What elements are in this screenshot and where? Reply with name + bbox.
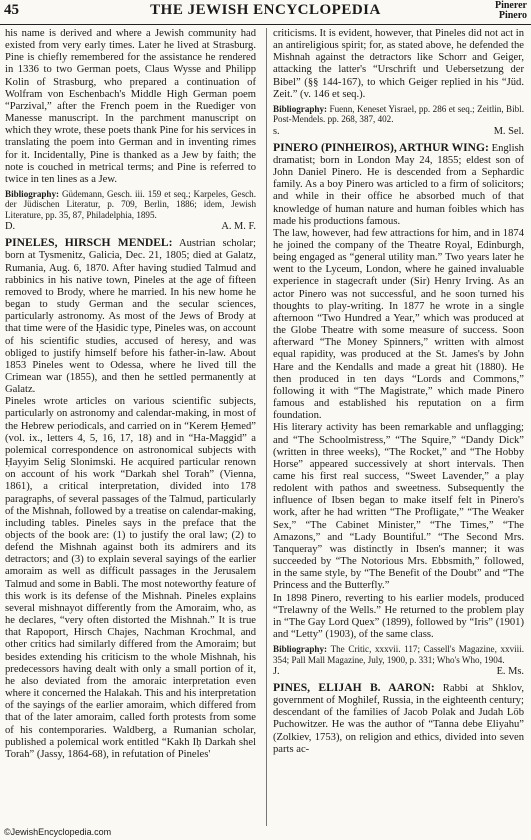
pineles-continuation: criticisms. It is evident, however, that Pineles did not act in an antireligious spirit; for, as stated above, he defended the Mishnah against the detractors like Schorr and Geiger, attacking the latter's “Urschrift und Uebersetzung der Bibel” (§§ 144-167), to which Geiger replied in his “Jüd. Zeit.” (v. 146 et seq.).	[273, 28, 524, 100]
bibliography-label: Bibliography:	[273, 103, 328, 114]
bibliography-label: Bibliography:	[273, 644, 328, 655]
pinero-bibliography	[273, 644, 524, 665]
running-title: THE JEWISH ENCYCLOPEDIA	[150, 2, 381, 18]
bibliography-text: The Critic, xxxvii. 117; Cassell's Magazine, xxviii. 354; Pall Mall Magazine, July, 1900, p. 331; Who's Who, 1904.	[273, 644, 524, 665]
signature-initial: s.	[273, 125, 280, 137]
page-number: 45	[4, 2, 19, 18]
running-head-last: Pinero	[498, 10, 527, 21]
running-head-first: Pinerer	[494, 0, 527, 11]
pineles-signature	[273, 126, 524, 138]
pinero-paragraph-4: In 1898 Pinero, reverting to his earlier models, produced “Trelawny of the Wells.” He returned to the problem play in “The Gay Lord Quex” (1899), followed by “Iris” (1901) and “Letty” (1903), of the same class.	[273, 592, 524, 640]
bibliography-label: Bibliography:	[5, 189, 60, 200]
article-heading-pineles: PINELES, HIRSCH MENDEL:	[5, 236, 173, 250]
pinero-signature	[273, 666, 524, 678]
running-head	[495, 1, 527, 21]
pinero-paragraph-2: The law, however, had few attractions for him, and in 1874 he joined the company of the Theatre Royal, Edinburgh, being engaged as “general utility man.” Two years later he went to the Lyceum, London, where he gained invaluable experience in stagecraft under (Sir) Henry Irving. As an actor Pinero was not successful, and he soon turned his thoughts to play-writing. In 1877 he wrote in a single afternoon “Two Hundred a Year,” which was produced at the Globe Theatre with some measure of success. Soon afterward “The Money Spinners,” written with almost equal rapidity, was produced at the St. James's by John Hare and the Kendalls and made a great hit (1880). He then produced in ten days “Lords and Commons,” following it with “The Magistrate,” which made Pinero famous and established his reputation on a firm foundation.	[273, 227, 524, 422]
pinero-paragraph-3: His literary activity has been remarkable and unflagging; and “The Schoolmistress,” “The Squire,” “Dandy Dick” (written in three weeks), “The Rocket,” and “The Hobby Horse” appeared successively at short intervals. Then came his first real success, “Sweet Lavender,” a play redolent with pathos and sweetness. Subsequently the influence of Ibsen began to make itself felt in Pinero's work, after he had written “The Profligate,” “The Weaker Sex,” “The Cabinet Minister,” “The Times,” “The Amazons,” and “Lady Bountiful.” “The Second Mrs. Tanqueray” was distinctly in Ibsen's manner; it was succeeded by “The Notorious Mrs. Ebbsmith,” followed, in the same style, by “The Benefit of the Doubt” and “The Princess and the Butterfly.”	[273, 422, 524, 592]
left-column	[5, 28, 256, 761]
page-header	[0, 0, 531, 25]
pinero-article-intro	[273, 142, 524, 228]
copyright-footer: ©JewishEncyclopedia.com	[4, 827, 112, 837]
pines-paragraph-1: Rabbi at Shklov, government of Moghilef, Russia, in the eighteenth century; descendant of the families of Jacob Polak and Judah Löb Puchowitzer. He was the author of “Tanna debe Eliyahu” (Zolkiev, 1753), on religion and ethics, divided into seven parts ac-	[273, 682, 524, 755]
signature-author: E. Ms.	[496, 665, 524, 677]
pineles-paragraph-2: Pineles wrote articles on various scientific subjects, particularly on astronomy and calendar-making, in most of the Hebrew periodicals, and carried on in “Kerem Ḥemed” (vol. ix., letters 4, 5, 16, 17, 18) and in “Ha-Maggid” a polemical correspondence on astronomical subjects with Ḥayyim Selig Slonimski. He acquired particular renown on account of his work “Darkah shel Torah” (Vienna, 1861), a critical interpretation, divided into 178 paragraphs, of several passages of the Talmud, particularly of the Mishnah, followed by a treatise on calendar-making, including tables. Pineles says in the preface that the objects of the book are: (1) to justify the oral law; (2) to defend the Mishnah against both its admirers and its detractors; and (3) to explain several sayings of the earlier amoraim as well as difficult passages in the Jerusalem Talmud and some in Babli. The most noteworthy feature of this work is its defense of the Mishnah. Pineles explains several mishnayot differently from the Amoraim, who, as he declares, “very often distorted the Mishnah.” It is true that Rapoport, Hirsch Chajes, Nachman Krochmal, and other critics had similarly differed from the Amoraim; but besides extending his criticism to the whole Mishnah, his predecessors having dealt with only a small portion of it, he also deviated from the amoraic interpretation even where it concerned the Halakah. This and his interpretation of the sayings of the earlier amoraim, which differed from that of the later amoraim, called forth protests from some of his contemporaries. Waldberg, a Rumanian scholar, published a polemical work entitled “Kakh Iḥ Darkah shel Torah” (Jassy, 1864-68), in refutation of Pineles'	[5, 396, 256, 760]
signature-initial: J.	[273, 665, 280, 677]
signature-initial: D.	[5, 221, 16, 233]
bibliography-text: Fuenn, Keneset Yisrael, pp. 286 et seq.; Zeitlin, Bibl. Post-Mendels. pp. 268, 387, 402.	[273, 103, 524, 125]
right-column	[273, 28, 524, 756]
signature-author: M. Sel.	[493, 125, 524, 137]
pines-article-intro	[273, 682, 524, 756]
column-divider	[266, 28, 267, 826]
pine-signature	[5, 221, 256, 233]
pineles-paragraph-1: Austrian scholar; born at Tysmenitz, Galicia, Dec. 21, 1805; died at Galatz, Rumania, Aug. 6, 1870. After having studied Talmud and rabbinics in his native town, Pineles at the age of fifteen removed to Brody, where he married. In his new home he began to study German and the secular sciences, particularly astronomy. As most of the Jews of Brody at that time were of the Ḥasidic type, Pineles was, on account of his scientific studies, accused of heresy, and was obliged to justify himself before his father-in-law. About 1853 Pineles went to Odessa, where he lived till the Crimean war (1855), and then he settled permanently at Galatz.	[5, 238, 256, 396]
bibliography-text: Güdemann, Gesch. iii. 159 et seq.; Karpeles, Gesch. der Jüdischen Literatur, p. 709, Berlin, 1886; idem, Jewish Literature, pp. 35, 87, Philadelphia, 1895.	[5, 189, 256, 220]
pineles-bibliography	[273, 104, 524, 125]
pinero-paragraph-1: English dramatist; born in London May 24, 1855; eldest son of John Daniel Pinero. He is descended from a Sephardic family. As a boy Pinero was articled to a firm of solicitors; and while in their office he absorbed much of that knowledge of human nature and human foibles which has made his productions famous.	[273, 142, 524, 227]
signature-author: A. M. F.	[221, 221, 256, 233]
pine-article-text: his name is derived and where a Jewish community had existed from very early times. Later he lived at Strasburg. Pine is chiefly remembered for the assistance he rendered in 1336 to two German poets, Claus Wysse and Philipp Kolin of Strasburg, who prepared a continuation of Wolfram von Eschenbach's Middle High German poem “Parzival,” after the French poem in the Ruediger von Manesse manuscript. In the parchment manuscript on which they wrote, these poets thank Pine for his services in translating the poem into German and in inventing rimes for it. Incidentally, Pine is thanked as a Jew by faith; the note is couched in metrical terms; and Pine is referred to twice in ten lines as a Jew.	[5, 28, 256, 185]
pine-bibliography	[5, 189, 256, 220]
article-heading-pines: PINES, ELIJAH B. AARON:	[273, 680, 435, 694]
article-heading-pinero: PINERO (PINHEIROS), ARTHUR WING:	[273, 140, 489, 154]
pineles-article-intro	[5, 237, 256, 396]
